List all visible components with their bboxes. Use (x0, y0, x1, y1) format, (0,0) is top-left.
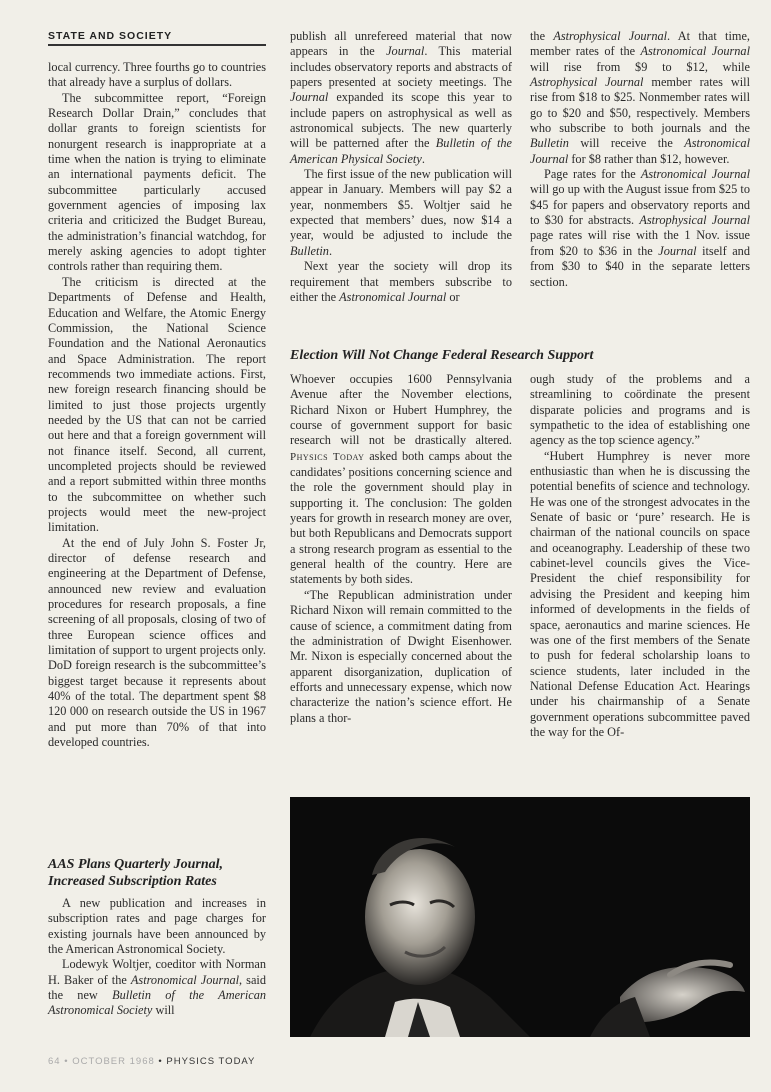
paragraph: At the end of July John S. Foster Jr, director of defense research and engineering at the Department of Defense, announced new review and evaluation procedures for research proposals, a fine screening of all proposals, closing of two of three European science offices and limitation of support to urgent projects only. DoD foreign research is the subcommittee’s biggest target because it represents about 40% of the total. The department spent $8 120 000 on research outside the US in 1967 and put more than 70% of that into developed countries. (48, 535, 266, 750)
column-3 (530, 29, 750, 290)
issue-date: OCTOBER 1968 (72, 1056, 155, 1067)
paragraph: Page rates for the Astronomical Journal will go up with the August issue from $25 to $45 for papers and observatory reports and to $30 for abstracts. Astrophysical Journal page rates will rise with the 1 Nov. issue from $20 to $36 in the Journal itself and from $30 to $40 in the separate letters section. (530, 167, 750, 289)
paragraph: Lodewyk Woltjer, coeditor with Norman H. Baker of the Astronomical Journal, said the new Bulletin of the American Astronomical Society will (48, 957, 266, 1018)
magazine-name: PHYSICS TODAY (166, 1056, 256, 1067)
paragraph: “The Republican administration under Richard Nixon will remain committed to the cause of science, a commitment dating from the administration of Dwight Eisenhower. Mr. Nixon is especially concerned about the apparent disorganization, duplication of efforts and unnecessary expense, which now characterize the nation’s science effort. He plans a thor- (290, 587, 512, 725)
paragraph: local currency. Three fourths go to countries that already have a surplus of dollars. (48, 60, 266, 90)
paragraph: ough study of the problems and a streamlining to coördinate the present disparate policies and programs and is sympathetic to the idea of establishing one agency as the top science agency.” (530, 372, 750, 448)
election-column-1 (290, 372, 512, 726)
paragraph: Next year the society will drop its requirement that members subscribe to either the Astronomical Journal or (290, 259, 512, 304)
column-2 (290, 29, 512, 305)
paragraph: publish all unrefereed material that now appears in the Journal. This material includes observatory reports and abstracts of papers presented at society meetings. The Journal expanded its scope this year to include papers on astrophysical as well as astronomical subjects. The new quarterly will be patterned after the Bulletin of the American Physical Society. (290, 29, 512, 166)
photo (290, 797, 750, 1037)
aas-article (48, 896, 266, 1019)
paragraph: The subcommittee report, “Foreign Research Dollar Drain,” concludes that dollar grants to foreign scientists for nonurgent research is inappropriate at a time when the nation is trying to eliminate an international payments deficit. The subcommittee particularly accused government agencies of imposing lax criteria and criticized the Budget Bureau, the administration’s financial watchdog, for merely asking agencies to adopt tighter controls rather than requiring them. (48, 90, 266, 274)
paragraph: The criticism is directed at the Departments of Defense and Health, Education and Welfare, the Atomic Energy Commission, the National Science Foundation and the National Aeronautics and Space Administration. The report recommends two immediate actions. First, new foreign research financing should be limited to just those projects urgently needed by the US that can not be carried out here and that a foreign government will not finance itself. Second, all current, uncompleted projects should be reviewed and a report submitted within three months to the subcommittee on whether such projects would meet the new-project limitation. (48, 274, 266, 535)
paragraph: the Astrophysical Journal. At that time, member rates of the Astronomical Journal will rise from $9 to $12, while Astrophysical Journal member rates will rise from $18 to $25. Nonmember rates will go to $20 and $50, respectively. Members who subscribe to both journals and the Bulletin will receive the Astronomical Journal for $8 rather than $12, however. (530, 29, 751, 166)
section-rule (48, 44, 266, 46)
column-1 (48, 60, 266, 750)
election-headline: Election Will Not Change Federal Research Support (290, 348, 594, 363)
aas-headline: AAS Plans Quarterly Journal, Increased Subscription Rates (48, 857, 224, 889)
election-column-2 (530, 372, 750, 740)
separator: • (158, 1056, 163, 1067)
portrait-photo (290, 797, 750, 1037)
paragraph: Whoever occupies 1600 Pennsylvania Avenue after the November elections, Richard Nixon or Hubert Humphrey, the course of government support for basic research will not be drastically altered. Physics Today asked both camps about the candidates’ positions concerning science and the role the government should play in supporting it. The conclusion: The golden years for growth in research money are over, but both Republicans and Democrats support a strong research program as essential to the general health of the country. Here are statements by both sides. (290, 372, 512, 587)
separator: • (64, 1056, 69, 1067)
section-label: STATE AND SOCIETY (48, 30, 173, 42)
page-footer (48, 1056, 348, 1067)
page-number: 64 (48, 1056, 61, 1067)
paragraph: “Hubert Humphrey is never more enthusiastic than when he is discussing the potential benefits of science and technology. He was one of the strongest advocates in the Senate of basic or ‘pure’ research. He is chairman of the national councils on space and oceanography. Leadership of these two cabinet-level councils gives the Vice-President the chief responsibility for advising the President and keeping him informed of developments in the fields of space, aeronautics and marine sciences. He was one of the first members of the Senate to push for federal scholarship loans to science students, later included in the National Defense Education Act. Hearings under his chairmanship of a Senate government operations subcommittee paved the way for the Of- (530, 448, 750, 739)
paragraph: A new publication and increases in subscription rates and page charges for existing journals have been announced by the American Astronomical Society. (48, 896, 266, 957)
paragraph: The first issue of the new publication will appear in January. Members will pay $2 a year, nonmembers $5. Woltjer said he expected that members’ dues, now $14 a year, would be adjusted to include the Bulletin. (290, 167, 512, 258)
